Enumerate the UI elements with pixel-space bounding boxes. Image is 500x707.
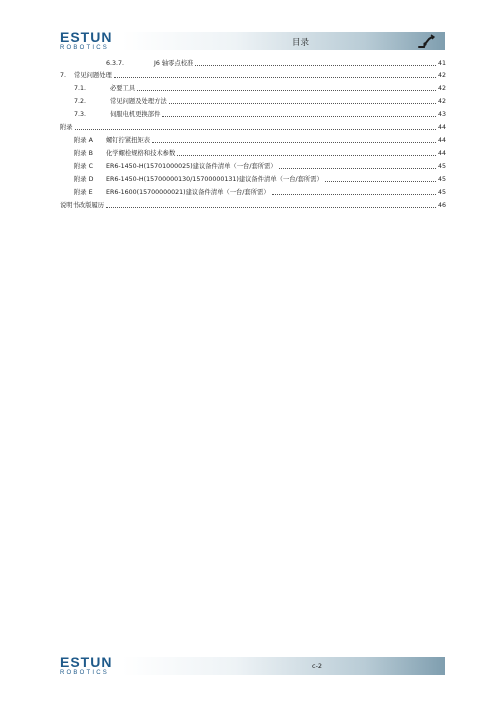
logo-text: ESTUN (60, 654, 113, 670)
toc-page: 44 (437, 124, 446, 131)
toc-page: 42 (437, 98, 446, 105)
toc-entry[interactable] (74, 82, 446, 93)
toc-page: 45 (437, 189, 446, 196)
footer-banner (122, 657, 445, 675)
header-title: 目录 (292, 38, 310, 48)
toc-entry[interactable] (74, 95, 446, 106)
toc-entry[interactable] (74, 147, 446, 158)
logo-text: ESTUN (60, 29, 113, 45)
toc-leader (169, 102, 436, 104)
toc-title: 化学螺栓规格和技术参数 (106, 150, 176, 157)
logo-subtext: ROBOTICS (60, 670, 109, 676)
toc-leader (152, 141, 436, 143)
toc-page: 44 (437, 137, 446, 144)
toc-entry[interactable] (60, 69, 446, 80)
toc-number: 7. (60, 72, 67, 79)
toc-entry[interactable] (74, 134, 446, 145)
toc-title: ER6-1450-H(15701000025)建议备件清单（一台/套所需） (106, 163, 277, 170)
header-banner (122, 32, 445, 50)
toc-entry[interactable] (60, 199, 446, 210)
toc-title: J6 轴零点校准 (154, 60, 194, 67)
toc-title: 常见问题处理 (74, 72, 112, 79)
toc-title: 常见问题及处理方法 (110, 98, 167, 105)
toc-page: 42 (437, 72, 446, 79)
robot-arm-icon (417, 33, 435, 49)
toc-page: 43 (437, 111, 446, 118)
toc-number: 7.1. (74, 85, 87, 92)
toc-number: 6.3.7. (106, 60, 125, 67)
toc-leader (195, 64, 436, 66)
toc-leader (279, 167, 436, 169)
toc-entry[interactable] (74, 108, 446, 119)
toc-title: 伺服电机更换部件 (110, 111, 161, 118)
toc-page: 42 (437, 85, 446, 92)
toc-leader (114, 76, 436, 78)
toc-number: 附录 E (74, 189, 93, 196)
toc-title: 必要工具 (110, 85, 136, 92)
toc-number: 附录 B (74, 150, 93, 157)
toc-entry[interactable] (74, 186, 446, 197)
toc-entry[interactable] (74, 173, 446, 184)
estun-logo (60, 30, 130, 52)
toc-number: 7.3. (74, 111, 87, 118)
toc-number: 附录 D (74, 176, 94, 183)
toc-leader (75, 128, 436, 130)
toc-number: 7.2. (74, 98, 87, 105)
toc-title: 说明书改版履历 (60, 202, 105, 209)
toc-number: 附录 A (74, 137, 93, 144)
toc-leader (177, 154, 436, 156)
toc-leader (162, 115, 436, 117)
toc-entry[interactable] (60, 121, 446, 132)
toc-number: 附录 C (74, 163, 93, 170)
toc-page: 45 (437, 163, 446, 170)
page-number: c-2 (312, 662, 323, 670)
toc-leader (106, 206, 436, 208)
toc-title: 螺钉拧紧扭矩表 (106, 137, 151, 144)
toc-title: 附录 (60, 124, 73, 131)
toc-page: 44 (437, 150, 446, 157)
toc-leader (137, 89, 436, 91)
toc-page: 46 (437, 202, 446, 209)
toc-title: ER6-1600(15700000021)建议备件清单（一台/套所需） (106, 189, 270, 196)
toc-entry[interactable] (74, 160, 446, 171)
logo-subtext: ROBOTICS (60, 45, 109, 51)
toc-leader (272, 193, 436, 195)
estun-logo (60, 655, 130, 677)
toc-title: ER6-1450-H(15700000130/15700000131)建议备件清单（一台/套所需） (106, 176, 323, 183)
toc-leader (325, 180, 436, 182)
page-header (60, 30, 445, 52)
toc-page: 45 (437, 176, 446, 183)
page-footer (60, 655, 445, 677)
toc-page: 41 (437, 60, 446, 67)
toc-entry[interactable] (106, 57, 446, 68)
